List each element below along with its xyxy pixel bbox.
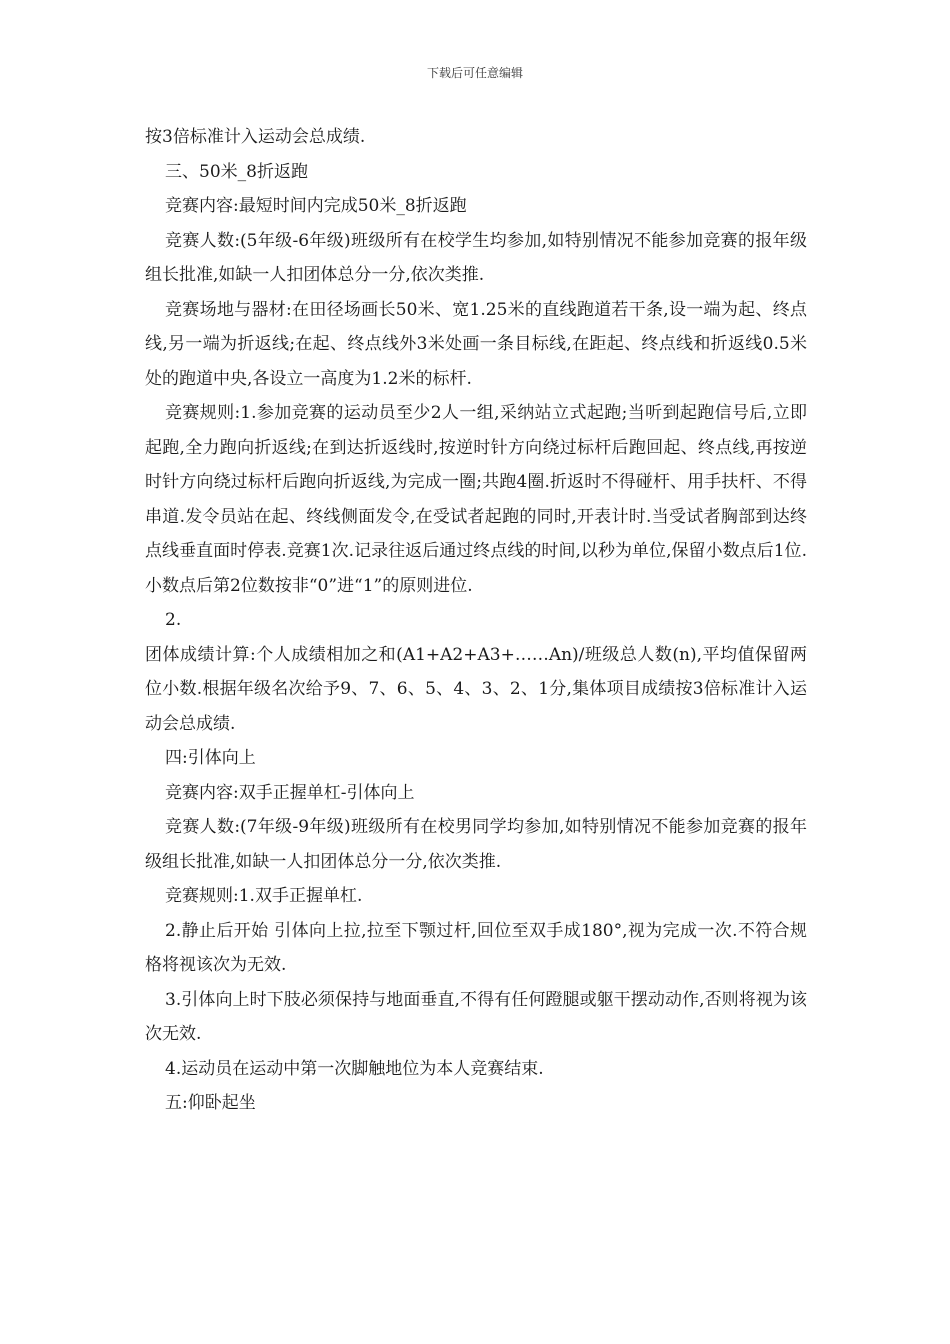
paragraph: 竞赛规则:1.参加竞赛的运动员至少2人一组,采纳站立式起跑;当听到起跑信号后,立即起跑,全力跑向折返线;在到达折返线时,按逆时针方向绕过标杆后跑回起、终点线,再按逆时针方向绕过标杆后跑向折返线,为完成一圈;共跑4圈.折返时不得碰杆、用手扶杆、不得串道.发令员站在起、终线侧面发令,在受试者起跑的同时,开表计时.当受试者胸部到达终点线垂直面时停表.竞赛1次.记录往返后通过终点线的时间,以秒为单位,保留小数点后1位.小数点后第2位数按非“0”进“1”的原则进位. bbox=[145, 403, 807, 596]
paragraph: 竞赛人数:(5年级-6年级)班级所有在校学生均参加,如特别情况不能参加竞赛的报年级组长批准,如缺一人扣团体总分一分,依次类推. bbox=[145, 230, 807, 285]
paragraph: 竞赛规则:1.双手正握单杠. bbox=[165, 886, 363, 906]
section-heading: 四:引体向上 bbox=[165, 748, 256, 768]
document-body bbox=[145, 120, 807, 1121]
page-header: 下载后可任意编辑 bbox=[426, 66, 523, 80]
section-heading: 三、50米_8折返跑 bbox=[165, 161, 308, 182]
paragraph: 竞赛场地与器材:在田径场画长50米、宽1.25米的直线跑道若干条,设一端为起、终点线,另一端为折返线;在起、终点线外3米处画一条目标线,在距起、终点线和折返线0.5米处的跑道中央,各设立一高度为1.2米的标杆. bbox=[145, 299, 807, 389]
paragraph: 按3倍标准计入运动会总成绩. bbox=[145, 127, 366, 147]
paragraph: 3.引体向上时下肢必须保持与地面垂直,不得有任何蹬腿或躯干摆动动作,否则将视为该次无效. bbox=[145, 989, 807, 1044]
paragraph: 竞赛内容:最短时间内完成50米_8折返跑 bbox=[165, 196, 467, 216]
paragraph: 4.运动员在运动中第一次脚触地位为本人竞赛结束. bbox=[165, 1058, 544, 1079]
paragraph: 团体成绩计算:个人成绩相加之和(A1+A2+A3+……An)/班级总人数(n),平均值保留两位小数.根据年级名次给予9、7、6、5、4、3、2、1分,集体项目成绩按3倍标准计入运动会总成绩. bbox=[145, 644, 807, 734]
paragraph: 竞赛人数:(7年级-9年级)班级所有在校男同学均参加,如特别情况不能参加竞赛的报年级组长批准,如缺一人扣团体总分一分,依次类推. bbox=[145, 817, 807, 872]
paragraph: 2.静止后开始 引体向上拉,拉至下颚过杆,回位至双手成180°,视为完成一次.不符合规格将视该次为无效. bbox=[145, 920, 807, 975]
section-heading: 五:仰卧起坐 bbox=[165, 1093, 256, 1113]
paragraph: 2. bbox=[165, 610, 182, 630]
paragraph: 竞赛内容:双手正握单杠-引体向上 bbox=[165, 782, 415, 803]
